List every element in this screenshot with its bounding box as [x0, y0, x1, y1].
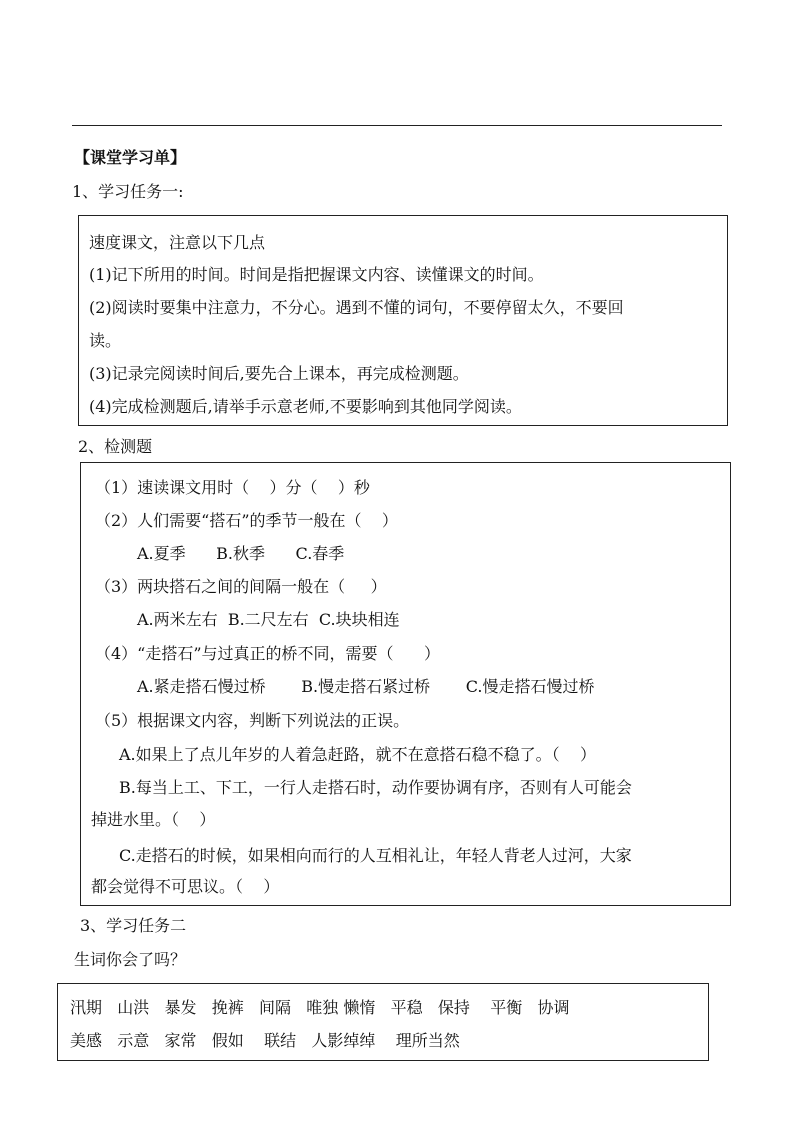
- question-line: （4）“走搭石”与过真正的桥不同，需要（ ）: [95, 644, 441, 663]
- task3-heading: 3、学习任务二: [80, 916, 187, 935]
- task2-heading: 2、检测题: [78, 437, 153, 456]
- statement-line: 都会觉得不可思议。（ ）: [91, 877, 280, 896]
- statement-line: C.走搭石的时候，如果相向而行的人互相礼让，年轻人背老人过河，大家: [119, 846, 632, 865]
- option-line: A.紧走搭石慢过桥 B.慢走搭石紧过桥 C.慢走搭石慢过桥: [137, 677, 595, 696]
- task1-line: (4)完成检测题后,请举手示意老师,不要影响到其他同学阅读。: [89, 397, 522, 416]
- statement-line: B.每当上工、下工，一行人走搭石时，动作要协调有序，否则有人可能会: [119, 778, 632, 797]
- task1-box: [78, 215, 728, 426]
- option-line: A.夏季 B.秋季 C.春季: [137, 544, 345, 563]
- question-line: （3）两块搭石之间的间隔一般在（ ）: [95, 577, 387, 596]
- question-line: （2）人们需要“搭石”的季节一般在（ ）: [95, 511, 398, 530]
- task1-line: (3)记录完阅读时间后,要先合上课本，再完成检测题。: [89, 364, 469, 383]
- task1-line: 读。: [89, 331, 122, 350]
- statement-line: 掉进水里。（ ）: [91, 810, 216, 829]
- task1-line: (2)阅读时要集中注意力，不分心。遇到不懂的词句，不要停留太久，不要回: [89, 298, 624, 317]
- task1-heading: 1、学习任务一:: [72, 182, 184, 201]
- question-line: （1）速读课文用时（ ）分（ ）秒: [95, 478, 370, 497]
- vocab-row: 美感 示意 家常 假如 联结 人影绰绰 理所当然: [70, 1031, 460, 1050]
- task1-line: (1)记下所用的时间。时间是指把握课文内容、读懂课文的时间。: [89, 265, 544, 284]
- task3-subheading: 生词你会了吗？: [74, 950, 187, 969]
- question-line: （5）根据课文内容，判断下列说法的正误。: [95, 711, 410, 730]
- statement-line: A.如果上了点儿年岁的人着急赶路，就不在意搭石稳不稳了。（ ）: [119, 745, 596, 764]
- option-line: A.两米左右 B.二尺左右 C.块块相连: [137, 610, 400, 629]
- task2-box: [80, 462, 731, 906]
- header-rule: [72, 125, 722, 126]
- vocab-row: 汛期 山洪 暴发 挽裤 间隔 唯独 懒惰 平稳 保持 平衡 协调: [70, 998, 570, 1017]
- task1-line: 速度课文，注意以下几点: [89, 233, 266, 252]
- vocab-box: [57, 983, 709, 1061]
- page-title: 【课堂学习单】: [74, 148, 187, 167]
